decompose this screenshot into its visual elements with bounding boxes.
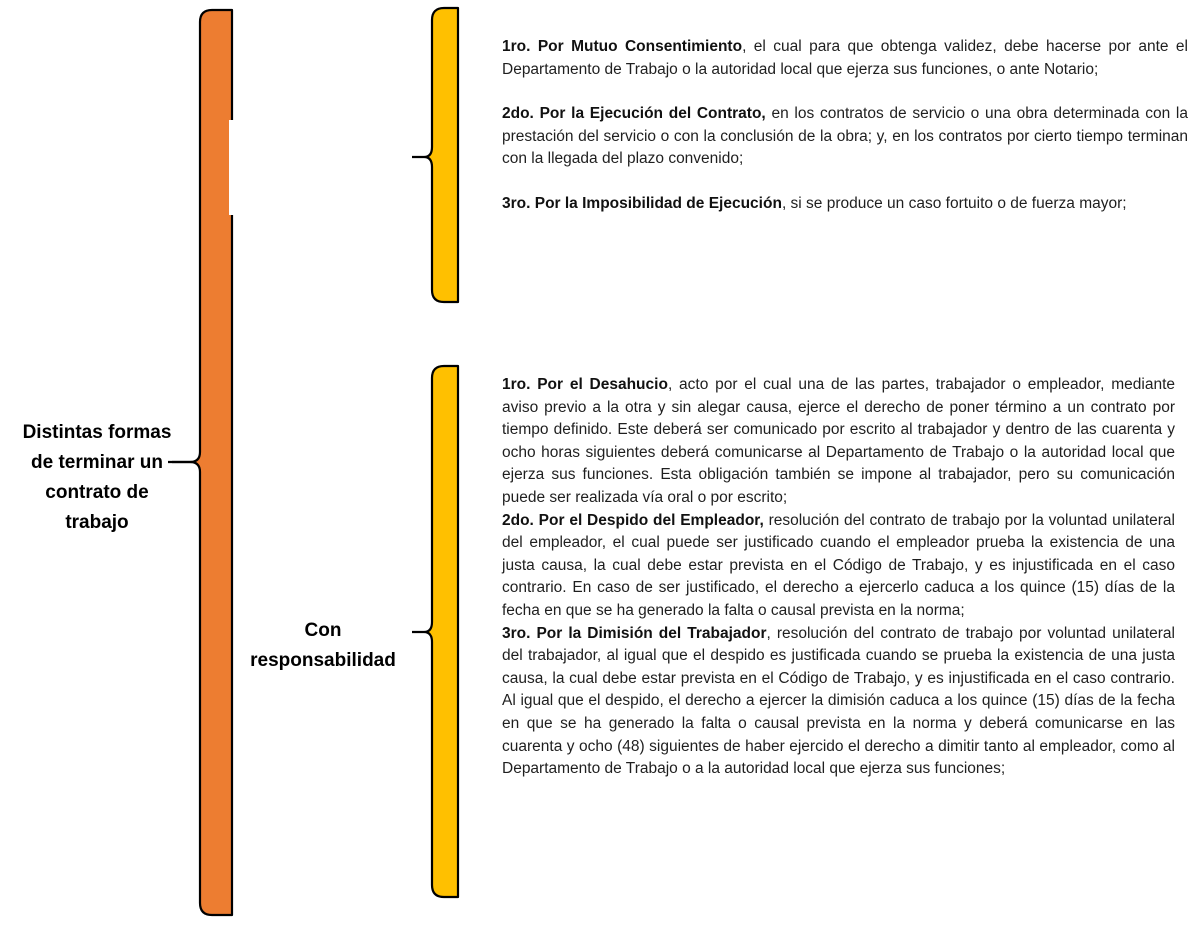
item-text: , el cual para que obtenga validez, debe hacerse por ante el Departamento de Trabajo o la autoridad local que ejerza sus funciones, o ante Notario;	[502, 38, 1188, 78]
item-title: 1ro. Por Mutuo Consentimiento	[502, 38, 743, 55]
item-text: resolución del contrato de trabajo por la voluntad unilateral del empleador, el cual puede ser justificado cuando el empleador prueba la existencia de una justa causa, la cual debe estar prevista en el Código de Trabajo, y es injustificada en el caso contrario. En caso de ser justificado, el derecho a ejercerlo caduca a los quince (15) días de la fecha en que se ha generado la falta o causal prevista en la norma;	[502, 511, 1175, 619]
group2-text	[502, 374, 1175, 781]
item-text: en los contratos de servicio o una obra determinada con la prestación del servicio o con la conclusión de la obra; y, en los contratos por cierto tiempo terminan con la llegada del plazo convenido;	[502, 105, 1188, 168]
item-text: , resolución del contrato de trabajo por voluntad unilateral del trabajador, al igual que el despido es justificada cuando se prueba la existencia de una justa causa, la cual debe estar prevista en el Código de Trabajo, y es injustificada en el caso contrario. Al igual que el despido, el derecho a ejercer la dimisión caduca a los quince (15) días de la fecha en que se ha generado la falta o causal prevista en la norma y deberá comunicarse en las cuarenta y ocho (48) siguientes de haber ejercido el derecho a dimitir tanto al empleador, como al Departamento de Trabajo o a la autoridad local que ejerza sus funciones;	[502, 624, 1175, 778]
group1-item	[502, 193, 1188, 216]
item-text: , acto por el cual una de las partes, trabajador o empleador, mediante aviso previo a la otra y sin alegar causa, ejerce el derecho de poner término a un contrato por tiempo definido. Este deberá ser comunicado por escrito al trabajador y dentro de las cuarenta y ocho horas siguientes deberá comunicarse al Departamento de Trabajo o la autoridad local que ejerza sus funciones. Esta obligación también se impone al trabajador, pero su comunicación puede ser realizada vía oral o por escrito;	[502, 376, 1176, 506]
group1-item	[502, 36, 1188, 81]
item-title: 2do. Por el Despido del Empleador,	[502, 511, 764, 529]
sub-brace-1	[412, 8, 458, 302]
item-title: 1ro. Por el Desahucio	[502, 376, 668, 393]
group2-item	[502, 510, 1175, 623]
group1-text	[502, 36, 1188, 216]
main-label-line: de terminar un	[31, 452, 163, 473]
group1-item	[502, 103, 1188, 171]
main-label-line: Distintas formas	[22, 422, 172, 443]
main-brace-highlight	[229, 120, 235, 215]
group2-label-line: Con	[304, 620, 342, 641]
main-label-line: trabajo	[65, 512, 129, 533]
sub-brace-2	[412, 366, 458, 897]
item-title: 3ro. Por la Imposibilidad de Ejecución	[502, 194, 782, 212]
group2-label	[240, 616, 406, 676]
item-title: 3ro. Por la Dimisión del Trabajador	[502, 624, 767, 642]
item-title: 2do. Por la Ejecución del Contrato,	[502, 105, 766, 123]
group2-item	[502, 374, 1175, 510]
group2-label-line: responsabilidad	[250, 650, 396, 671]
item-text: , si se produce un caso fortuito o de fuerza mayor;	[781, 194, 1127, 212]
group2-item	[502, 623, 1175, 781]
main-label-line: contrato de	[45, 482, 149, 503]
main-label	[8, 418, 186, 538]
